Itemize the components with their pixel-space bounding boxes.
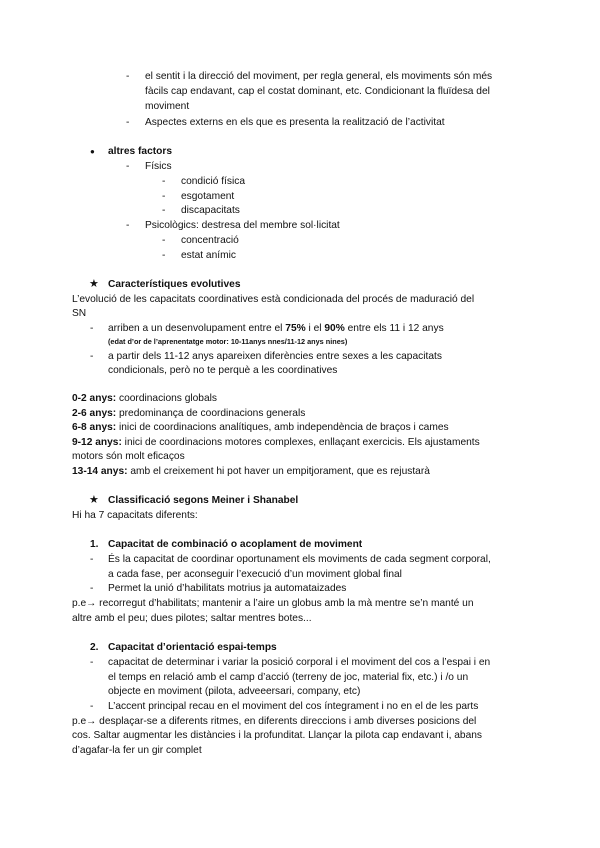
text-line [108,322,444,337]
text-line: p.e→ desplaçar-se a diferents ritmes, en diferents direccions i amb diverses posicions del [72,716,477,727]
text-line: concentració [181,235,239,246]
text-line: Hi ha 7 capacitats diferents: [72,510,198,521]
age-text: amb el creixement hi pot haver un empitjorament, que es rejustarà [127,466,430,477]
section-heading: Classificació segons Meiner i Shanabel [108,495,299,506]
star-icon: ★ [89,494,99,506]
text-line: Físics [145,161,172,172]
text-line: el sentit i la direcció del moviment, per regla general, els moviments són més [145,71,493,82]
dash-bullet: - [162,191,166,202]
dash-bullet: - [162,205,166,216]
text-bold: 75% [285,323,306,334]
age-line [72,465,430,480]
age-label: 13-14 anys: [72,466,128,477]
text-line: capacitat de determinar i variar la posició corporal i el moviment del cos a l’espai i en [108,657,491,668]
text-line: objecte en moviment (pilota, adveeersari, company, etc) [108,686,361,697]
age-label: 0-2 anys: [72,393,117,404]
dash-bullet: - [126,71,130,82]
text-line: a partir dels 11-12 anys apareixen diferències entre sexes a les capacitats [108,351,442,362]
subsection-heading: Capacitat de combinació o acoplament de moviment [108,539,363,550]
age-line [72,436,480,451]
text-line: condicionals, però no te perquè a les coordinatives [108,365,338,376]
text-line: estat anímic [181,250,236,261]
age-text: predominança de coordinacions generals [116,408,306,419]
text-line: És la capacitat de coordinar oportunament els moviments de cada segment corporal, [108,554,491,565]
text-line: condició física [181,176,245,187]
text-line: discapacitats [181,205,240,216]
age-label: 6-8 anys: [72,422,117,433]
note-line: (edat d’or de l’aprenentatge motor: 10-11anys nnes/11-12 anys nines) [108,337,348,346]
section-heading: altres factors [108,146,172,157]
text-line: esgotament [181,191,235,202]
age-text: coordinacions globals [116,393,217,404]
list-number: 1. [90,539,99,550]
dash-bullet: - [162,235,166,246]
text-line: Psicològics: destresa del membre sol·licitat [145,220,340,231]
age-text: inici de coordinacions motores complexes, enllaçant exercicis. Els ajustaments [121,437,480,448]
star-icon: ★ [89,278,99,290]
age-line [72,450,185,465]
text-run: entre els 11 i 12 anys [344,323,444,334]
text-line: SN [72,308,87,319]
age-line [72,392,217,407]
dash-bullet: - [126,117,130,128]
text-line: moviment [145,101,190,112]
dash-bullet: - [162,250,166,261]
subsection-heading: Capacitat d’orientació espai-temps [108,642,277,653]
text-run: i el [305,323,325,334]
text-line: cos. Saltar augmentar les distàncies i la profunditat. Llançar la pilota cap endavant i, abans [72,730,483,741]
list-number: 2. [90,642,99,653]
text-line: Aspectes externs en els que es presenta la realització de l’activitat [145,117,445,128]
dash-bullet: - [90,701,94,712]
text-run: arriben a un desenvolupament entre el [108,323,286,334]
section-heading: Característiques evolutives [108,279,241,290]
dash-bullet: - [162,176,166,187]
text-line: altre amb el peu; dues pilotes; saltar mentres botes... [72,613,312,624]
text-line: p.e→ recorregut d’habilitats; mantenir a l’aire un globus amb la mà mentre se’n manté un [72,598,474,609]
text-line: Permet la unió d’habilitats motrius ja automataizades [108,583,347,594]
age-text: inici de coordinacions analítiques, amb independència de braços i cames [116,422,449,433]
dash-bullet: - [126,161,130,172]
dash-bullet: - [90,323,94,334]
text-bold: 90% [324,323,345,334]
age-text: motors són molt eficaços [72,451,185,462]
age-label: 2-6 anys: [72,408,117,419]
text-line: fàcils cap endavant, cap el costat dominant, etc. Condicionant la fluïdesa del [145,86,490,97]
dash-bullet: - [90,554,94,565]
text-line: L’evolució de les capacitats coordinatives està condicionada del procés de maduració del [72,294,475,305]
dash-bullet: - [126,220,130,231]
dash-bullet: - [90,583,94,594]
dash-bullet: - [90,351,94,362]
bullet-icon: ● [90,147,95,156]
age-label: 9-12 anys: [72,437,122,448]
age-line [72,407,305,422]
dash-bullet: - [90,657,94,668]
age-line [72,421,449,436]
text-line: d’agafar-la fer un gir complet [72,745,202,756]
text-line: a cada fase, per aconseguir l’execució d’un moviment global final [108,569,402,580]
text-line: el temps en relació amb el camp d’acció (terreny de joc, material fix, etc.) i /o un [108,672,469,683]
text-line: L’accent principal recau en el moviment del cos íntegrament i no en el de les parts [108,701,479,712]
